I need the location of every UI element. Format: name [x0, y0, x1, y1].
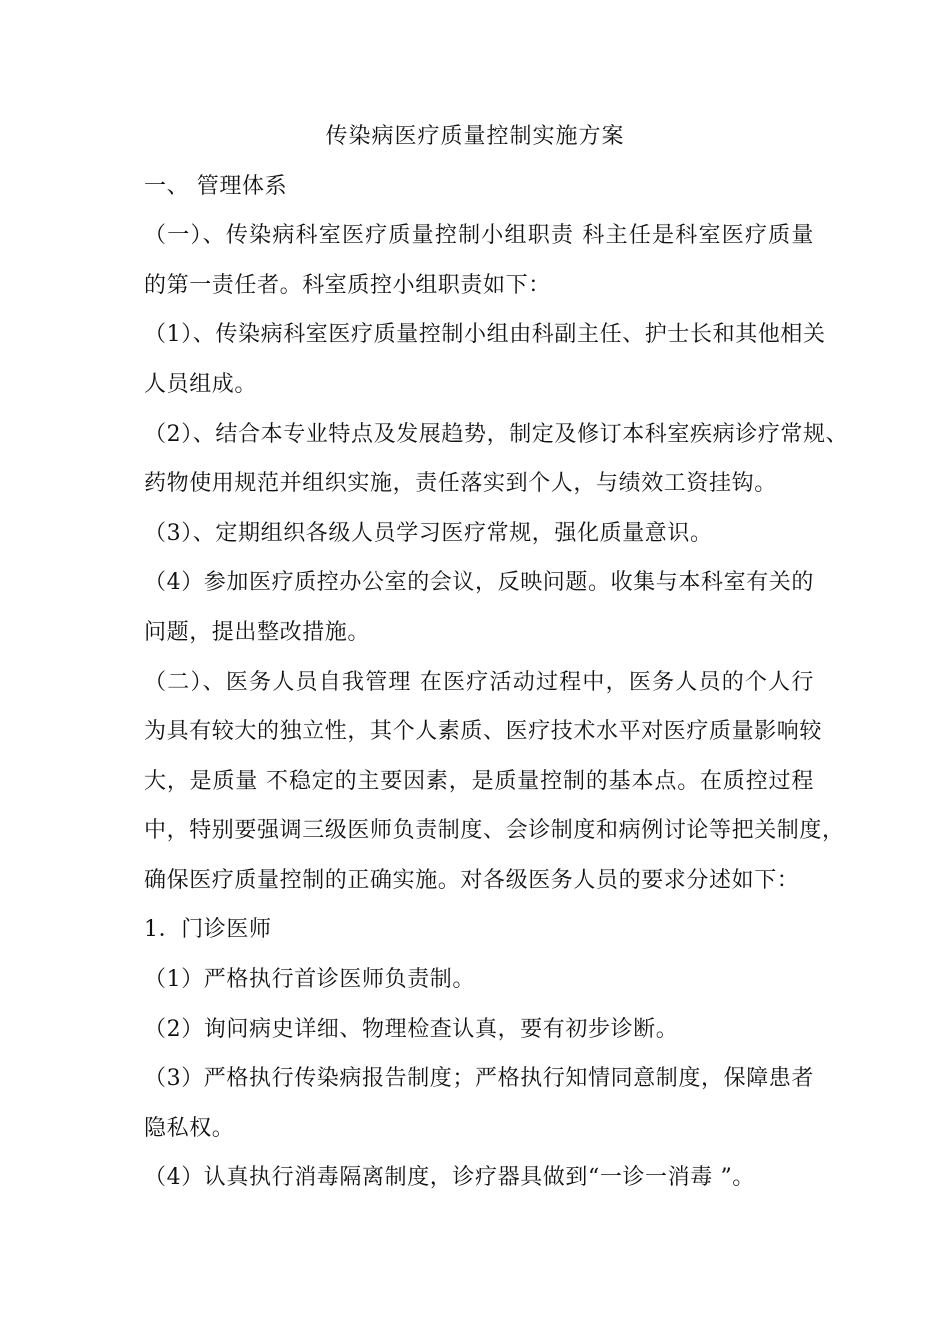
paragraph-line: 为具有较大的独立性，其个人素质、医疗技术水平对医疗质量影响较 — [144, 719, 823, 744]
paragraph-line: （一）、传染病科室医疗质量控制小组职责 科主任是科室医疗质量 — [144, 223, 814, 248]
paragraph-line: 的第一责任者。科室质控小组职责如下： — [144, 273, 551, 298]
paragraph-line: （1）、传染病科室医疗质量控制小组由科副主任、护士长和其他相关 — [144, 322, 826, 347]
list-item: （3）严格执行传染病报告制度；严格执行知情同意制度，保障患者 — [144, 1066, 814, 1091]
paragraph-line: 大，是质量 不稳定的主要因素，是质量控制的基本点。在质控过程 — [144, 769, 814, 794]
list-item: 隐私权。 — [144, 1116, 235, 1141]
paragraph-line: 药物使用规范并组织实施，责任落实到个人，与绩效工资挂钩。 — [144, 471, 777, 496]
paragraph-line: 确保医疗质量控制的正确实施。对各级医务人员的要求分述如下： — [144, 868, 800, 893]
paragraph-line: 人员组成。 — [144, 372, 258, 397]
list-item: （1）严格执行首诊医师负责制。 — [144, 967, 475, 992]
list-item: （2）询问病史详细、物理检查认真，要有初步诊断。 — [144, 1017, 679, 1042]
paragraph-line: 问题，提出整改措施。 — [144, 620, 371, 645]
paragraph-line: 中，特别要强调三级医师负责制度、会诊制度和病例讨论等把关制度， — [144, 818, 845, 843]
paragraph-line: （3）、定期组织各级人员学习医疗常规，强化质量意识。 — [144, 521, 713, 546]
page-title: 传染病医疗质量控制实施方案 — [325, 124, 625, 149]
paragraph-line: （二）、医务人员自我管理 在医疗活动过程中，医务人员的个人行 — [144, 670, 814, 695]
list-item: （4）认真执行消毒隔离制度，诊疗器具做到“一诊一消毒 ”。 — [144, 1165, 755, 1190]
paragraph-line: （4）参加医疗质控办公室的会议，反映问题。收集与本科室有关的 — [144, 570, 814, 595]
subsection-heading: 1．门诊医师 — [144, 917, 272, 942]
paragraph-line: （2）、结合本专业特点及发展趋势，制定及修订本科室疾病诊疗常规、 — [144, 422, 849, 447]
section-heading: 一、 管理体系 — [144, 174, 288, 199]
